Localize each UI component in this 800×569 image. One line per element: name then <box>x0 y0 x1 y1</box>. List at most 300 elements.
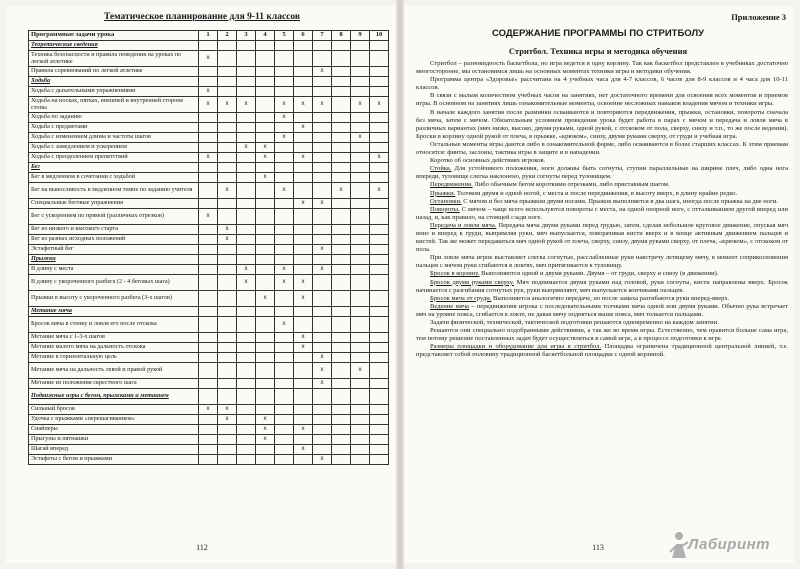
table-cell-mark <box>370 415 389 425</box>
table-cell-mark <box>199 343 218 353</box>
table-cell-mark <box>332 363 351 379</box>
paragraph <box>416 327 788 343</box>
table-cell-mark <box>237 209 256 225</box>
table-cell-mark <box>351 455 370 465</box>
table-section-row <box>29 41 389 51</box>
table-cell-task: Бег из низкого и высокого старта <box>29 225 199 235</box>
table-cell-mark: x <box>275 317 294 333</box>
table-cell-mark <box>370 445 389 455</box>
table-cell-mark <box>332 209 351 225</box>
table-cell-mark: x <box>237 143 256 153</box>
table-cell-mark: x <box>237 275 256 291</box>
table-cell-task: Бег на выносливость в медленном темпе по заданию учителя <box>29 183 199 199</box>
table-cell-mark <box>294 317 313 333</box>
table-cell-mark: x <box>313 455 332 465</box>
table-cell-mark <box>275 199 294 209</box>
table-cell-mark <box>275 41 294 51</box>
table-cell-task: Метание мяча с 1-3-х шагов <box>29 333 199 343</box>
table-cell-mark <box>351 389 370 405</box>
table-cell-mark <box>313 183 332 199</box>
table-cell-mark <box>237 291 256 307</box>
table-section-row <box>29 163 389 173</box>
table-cell-mark <box>351 209 370 225</box>
table-cell-mark <box>256 389 275 405</box>
table-cell-mark <box>237 113 256 123</box>
book-gutter <box>396 0 404 569</box>
page-number-right: 113 <box>592 543 604 552</box>
table-cell-mark: x <box>351 363 370 379</box>
table-cell-mark <box>199 183 218 199</box>
table-cell-mark: x <box>218 235 237 245</box>
table-cell-mark <box>199 445 218 455</box>
table-cell-task: Снайперы <box>29 425 199 435</box>
table-cell-mark <box>313 87 332 97</box>
table-cell-mark <box>370 173 389 183</box>
table-cell-mark <box>294 405 313 415</box>
table-cell-mark <box>313 41 332 51</box>
table-cell-mark <box>237 307 256 317</box>
table-cell-mark <box>370 379 389 389</box>
table-cell-mark <box>370 307 389 317</box>
table-cell-mark <box>351 343 370 353</box>
table-cell-mark <box>294 363 313 379</box>
table-cell-mark <box>332 425 351 435</box>
table-cell-mark <box>294 173 313 183</box>
table-cell-mark <box>199 415 218 425</box>
table-cell-mark <box>218 123 237 133</box>
table-cell-mark <box>199 389 218 405</box>
table-cell-mark <box>237 67 256 77</box>
table-cell-mark <box>237 199 256 209</box>
table-cell-mark <box>332 87 351 97</box>
paragraph <box>416 181 788 189</box>
table-cell-mark <box>313 333 332 343</box>
table-cell-mark <box>275 363 294 379</box>
table-cell-mark <box>370 455 389 465</box>
table-cell-mark <box>275 67 294 77</box>
table-cell-mark <box>332 455 351 465</box>
table-cell-task: Шагай вперед <box>29 445 199 455</box>
table-cell-mark: x <box>294 445 313 455</box>
paragraph-term: Стойка. <box>430 165 452 173</box>
table-cell-mark <box>275 123 294 133</box>
table-cell-mark <box>313 51 332 67</box>
table-row <box>29 415 389 425</box>
table-cell-task: В длину с укороченного разбега (2 - 4 беговых шага) <box>29 275 199 291</box>
table-cell-mark <box>351 87 370 97</box>
paragraph-term: Бросок двумя руками сверху. <box>430 278 514 286</box>
table-cell-mark <box>199 41 218 51</box>
paragraph <box>416 198 788 206</box>
table-cell-mark <box>294 143 313 153</box>
paragraph-text: Либо обычным бегом короткими отрезками, либо приставным шагом. <box>472 181 670 189</box>
table-cell-mark <box>199 265 218 275</box>
paragraph-term: Повороты. <box>430 205 460 213</box>
table-cell-mark <box>351 275 370 291</box>
paragraph-text: Остальные моменты игры даются либо в ознакомительной форме, либо осваиваются в более старших классах. К этим приемам относятся: финты, заслоны, тактика игры в защите и в нападении. <box>416 140 788 157</box>
paragraph <box>416 60 788 76</box>
table-cell-mark <box>218 333 237 343</box>
table-cell-task: Ходьба на носках, пятках, внешней и внутренней стороне стопы <box>29 97 199 113</box>
table-cell-mark <box>332 123 351 133</box>
table-cell-task: Бег в медленном в сочетании с ходьбой <box>29 173 199 183</box>
table-cell-mark <box>218 343 237 353</box>
table-cell-mark <box>313 445 332 455</box>
page-title: Тематическое планирование для 9-11 классов <box>103 12 301 22</box>
body-text <box>416 60 788 530</box>
table-cell-mark <box>237 435 256 445</box>
table-cell-mark <box>275 343 294 353</box>
table-row <box>29 67 389 77</box>
table-section-row <box>29 77 389 87</box>
table-cell-mark <box>370 67 389 77</box>
table-cell-mark <box>199 113 218 123</box>
table-cell-mark <box>275 291 294 307</box>
page-number-left: 112 <box>196 543 208 552</box>
table-cell-mark: x <box>275 275 294 291</box>
paragraph-text: Задачи физической, технической, тактической подготовки решаются одновременно на каждом занятии. <box>430 319 719 326</box>
table-cell-mark: x <box>294 343 313 353</box>
planning-table <box>28 30 389 465</box>
table-cell-mark <box>370 405 389 415</box>
table-cell-mark <box>313 415 332 425</box>
table-cell-mark <box>332 163 351 173</box>
table-cell-mark <box>218 143 237 153</box>
table-cell-mark <box>275 389 294 405</box>
table-row <box>29 405 389 415</box>
table-cell-mark <box>275 153 294 163</box>
table-cell-mark <box>275 353 294 363</box>
table-cell-mark <box>294 235 313 245</box>
watermark-text: Лабиринт <box>688 536 771 553</box>
table-cell-mark <box>256 353 275 363</box>
table-cell-mark: x <box>199 405 218 415</box>
table-cell-mark: x <box>256 291 275 307</box>
table-cell-mark <box>237 225 256 235</box>
paragraph-text: Выполняется аналогично передаче, но после замаха разгибаются руки вперед-вверх. <box>491 294 730 302</box>
paragraph <box>416 206 788 222</box>
table-cell-mark <box>275 225 294 235</box>
table-cell-mark: x <box>256 415 275 425</box>
table-cell-mark <box>294 209 313 225</box>
paragraph <box>416 109 788 141</box>
table-cell-mark <box>332 379 351 389</box>
table-cell-mark <box>218 317 237 333</box>
table-cell-mark <box>351 415 370 425</box>
table-cell-mark <box>275 143 294 153</box>
table-cell-mark <box>218 265 237 275</box>
table-cell-mark <box>332 245 351 255</box>
table-cell-mark <box>237 445 256 455</box>
table-cell-mark: x <box>370 97 389 113</box>
table-cell-mark <box>370 225 389 235</box>
table-cell-mark <box>332 97 351 113</box>
table-cell-task: Теоретические сведения <box>29 41 199 51</box>
table-cell-mark <box>351 143 370 153</box>
table-cell-mark <box>275 173 294 183</box>
table-cell-mark <box>218 455 237 465</box>
table-cell-mark <box>275 425 294 435</box>
table-cell-mark <box>218 87 237 97</box>
table-cell-mark <box>294 353 313 363</box>
table-cell-mark <box>370 133 389 143</box>
table-cell-mark <box>351 183 370 199</box>
table-row <box>29 173 389 183</box>
table-cell-mark <box>199 173 218 183</box>
paragraph-text: В связи с малым количеством учебных часов на занятиях, нет достаточного времени для освоения всех моментов и приемов игры. В основном на занятиях лишь ознакомительные моменты, освоение несложных навыков владения мячом и техники игры. <box>416 92 788 108</box>
paragraph <box>416 343 788 359</box>
section-heading: СОДЕРЖАНИЕ ПРОГРАММЫ ПО СТРИТБОЛУ <box>491 28 705 39</box>
table-cell-mark <box>313 435 332 445</box>
table-cell-task: Ходьба с замедлением и ускорением <box>29 143 199 153</box>
table-cell-mark <box>332 225 351 235</box>
table-cell-mark <box>294 51 313 67</box>
table-cell-mark <box>256 245 275 255</box>
table-cell-mark <box>351 245 370 255</box>
table-row <box>29 291 389 307</box>
table-cell-mark: x <box>313 379 332 389</box>
table-cell-mark <box>256 77 275 87</box>
table-cell-mark <box>256 405 275 415</box>
paragraph-text: Передача мяча двумя руками перед грудью, затем, сделав небольшое круговое движение, опуская мяч вниз и вперед к груди, выпрямляя руки, мяч выпускается, поворачивая кисти вверх и в конце активным движением пальцев и кистей. Так же может передаваться мяч одной рукой от плеча, сверху, снизу, двумя руками сверху, от плеча, «крюком», с отскоком от пола. <box>416 221 788 254</box>
table-cell-mark <box>351 353 370 363</box>
table-cell-mark <box>294 77 313 87</box>
table-row <box>29 455 389 465</box>
table-cell-mark <box>256 209 275 225</box>
table-cell-mark <box>370 353 389 363</box>
table-cell-mark <box>256 51 275 67</box>
table-header-col: 8 <box>332 31 351 41</box>
table-cell-mark <box>237 317 256 333</box>
table-cell-mark <box>237 389 256 405</box>
paragraph-term: Остановки. <box>430 197 462 205</box>
table-row <box>29 123 389 133</box>
table-header-row <box>29 31 389 41</box>
table-row <box>29 343 389 353</box>
table-cell-task: Эстафетный бег <box>29 245 199 255</box>
table-cell-mark <box>332 153 351 163</box>
table-cell-mark <box>275 255 294 265</box>
table-cell-mark <box>218 163 237 173</box>
table-cell-task: Метание мяча на дальность левой и правой рукой <box>29 363 199 379</box>
paragraph-text: Толчком двумя и одной ногой, с места и после передвижения, в высоту вверх, в длину крайне редко. <box>455 189 738 197</box>
table-header-col: 4 <box>256 31 275 41</box>
paragraph-text: При ловле мяча игрок выставляет слегка согнутые, расслабленные руки навстречу летящему мячу, в момент соприкосновения пальцев с мячом руки сгибаются в локтях, мяч притягивается к туловищу. <box>416 254 788 270</box>
table-cell-mark: x <box>218 225 237 235</box>
table-cell-mark: x <box>199 209 218 225</box>
table-cell-mark <box>294 225 313 235</box>
table-cell-mark <box>237 51 256 67</box>
table-cell-mark <box>199 225 218 235</box>
table-cell-mark: x <box>237 97 256 113</box>
table-cell-mark <box>370 235 389 245</box>
table-cell-mark <box>237 173 256 183</box>
table-cell-mark <box>218 363 237 379</box>
table-cell-mark: x <box>199 87 218 97</box>
table-cell-mark <box>199 363 218 379</box>
table-cell-mark: x <box>275 113 294 123</box>
table-cell-task: Подвижные игры с бегом, прыжками и метанием <box>29 389 199 405</box>
table-cell-mark <box>332 255 351 265</box>
table-cell-task: Ходьба с изменением длины и частоты шагов <box>29 133 199 143</box>
table-cell-task: Техника безопасности и правила поведения на уроках по легкой атлетике <box>29 51 199 67</box>
paragraph <box>416 222 788 254</box>
table-cell-mark <box>237 87 256 97</box>
paragraph-text: Решаются они специально подобранными действиями, а так же во время игры. Естественно, чем нравится больше сама игра, тем потому решение поставленных задач будет осуществляться в самой игре, а в процессе подготовки к игре. <box>416 327 788 343</box>
table-header-col: 1 <box>199 31 218 41</box>
table-cell-mark <box>351 265 370 275</box>
table-cell-mark <box>370 113 389 123</box>
table-cell-mark <box>237 415 256 425</box>
table-row <box>29 333 389 343</box>
table-cell-mark <box>332 51 351 67</box>
table-cell-mark: x <box>218 183 237 199</box>
table-cell-task: Эстафеты с бегом и прыжками <box>29 455 199 465</box>
table-cell-mark <box>313 143 332 153</box>
right-page <box>402 6 794 563</box>
table-cell-mark <box>199 133 218 143</box>
table-row <box>29 265 389 275</box>
table-cell-mark <box>256 317 275 333</box>
table-cell-mark: x <box>294 153 313 163</box>
table-row <box>29 379 389 389</box>
table-cell-mark <box>256 343 275 353</box>
paragraph-text: – передвижения игрока с последовательными толчками мяча одной или двумя руками. Обычно рука встречает мяч на уровне пояса, сгибается в локте, не давая мячу подняться выше пояса, мяч толкается пальцами. <box>416 302 788 318</box>
table-cell-mark: x <box>294 333 313 343</box>
table-cell-mark <box>370 123 389 133</box>
table-cell-mark <box>332 275 351 291</box>
table-cell-mark <box>275 307 294 317</box>
table-cell-mark <box>370 51 389 67</box>
table-cell-mark <box>199 425 218 435</box>
table-cell-mark: x <box>294 199 313 209</box>
table-cell-mark <box>294 255 313 265</box>
table-cell-mark <box>199 317 218 333</box>
paragraph <box>416 254 788 270</box>
table-cell-mark <box>218 209 237 225</box>
table-cell-mark <box>332 291 351 307</box>
paragraph-text: Коротко об основных действиях игроков. <box>430 157 546 165</box>
table-cell-mark <box>237 123 256 133</box>
table-row <box>29 435 389 445</box>
table-cell-mark <box>237 343 256 353</box>
table-cell-mark: x <box>237 265 256 275</box>
table-row <box>29 183 389 199</box>
table-cell-mark <box>332 199 351 209</box>
table-cell-mark <box>332 41 351 51</box>
table-cell-mark <box>218 291 237 307</box>
table-header-task: Программные задачи урока <box>29 31 199 41</box>
paragraph <box>416 165 788 181</box>
table-cell-mark <box>294 415 313 425</box>
table-cell-mark <box>256 199 275 209</box>
table-row <box>29 153 389 163</box>
table-cell-mark <box>218 275 237 291</box>
table-cell-mark: x <box>199 97 218 113</box>
paragraph-term: Прыжки. <box>430 189 456 197</box>
table-row <box>29 363 389 379</box>
table-cell-task: Удочка с прыжками «перешагиванием» <box>29 415 199 425</box>
paragraph <box>416 295 788 303</box>
table-cell-mark <box>218 133 237 143</box>
table-cell-mark <box>313 255 332 265</box>
table-cell-mark <box>256 255 275 265</box>
table-cell-mark: x <box>294 123 313 133</box>
table-cell-mark <box>370 389 389 405</box>
table-cell-mark <box>332 77 351 87</box>
table-row <box>29 353 389 363</box>
table-row <box>29 317 389 333</box>
table-header-col: 9 <box>351 31 370 41</box>
table-cell-mark <box>313 133 332 143</box>
table-cell-mark <box>294 389 313 405</box>
table-cell-mark <box>313 425 332 435</box>
table-cell-mark <box>256 97 275 113</box>
table-cell-mark <box>294 435 313 445</box>
table-cell-task: Бег из разных исходных положений <box>29 235 199 245</box>
table-cell-mark <box>256 445 275 455</box>
table-cell-mark <box>218 353 237 363</box>
table-cell-mark <box>351 199 370 209</box>
table-cell-task: Ходьба с предметами <box>29 123 199 133</box>
table-cell-mark <box>351 163 370 173</box>
table-cell-mark: x <box>218 405 237 415</box>
table-cell-mark <box>256 307 275 317</box>
table-cell-mark <box>313 405 332 415</box>
table-cell-mark <box>218 379 237 389</box>
table-header-col: 5 <box>275 31 294 41</box>
table-row <box>29 275 389 291</box>
paragraph-text: Площадка ограничена традиционной центральной линией, т.е. представляет собой половину традиционной баскетбольной площадки с одной корзиной. <box>416 343 788 359</box>
table-cell-mark: x <box>199 153 218 163</box>
table-cell-mark <box>275 87 294 97</box>
table-cell-mark <box>370 343 389 353</box>
table-cell-task: Специальные беговые упражнения <box>29 199 199 209</box>
table-cell-mark <box>199 235 218 245</box>
table-cell-mark <box>294 265 313 275</box>
table-cell-mark <box>332 333 351 343</box>
table-cell-mark: x <box>256 435 275 445</box>
table-cell-mark <box>370 333 389 343</box>
table-cell-mark <box>275 163 294 173</box>
table-cell-mark <box>332 133 351 143</box>
table-cell-mark: x <box>351 133 370 143</box>
table-cell-mark <box>351 67 370 77</box>
table-cell-mark <box>237 133 256 143</box>
table-cell-mark <box>370 363 389 379</box>
labyrinth-figure-icon <box>668 530 690 560</box>
table-cell-mark <box>332 445 351 455</box>
table-cell-mark <box>313 275 332 291</box>
table-cell-mark <box>351 51 370 67</box>
table-cell-mark: x <box>218 97 237 113</box>
table-section-row <box>29 389 389 405</box>
paragraph <box>416 141 788 157</box>
table-cell-mark <box>351 291 370 307</box>
table-cell-task: Ходьба <box>29 77 199 87</box>
table-cell-mark <box>313 317 332 333</box>
paragraph-text: Стритбол – разновидность баскетбола, но игра ведется в одну корзину. Так как баскетбол представлен в учебниках достаточно многосторонне, мы остановимся лишь на основных моментах техники игры и методики обучения. <box>416 60 788 76</box>
table-cell-mark <box>332 307 351 317</box>
table-cell-mark <box>256 123 275 133</box>
table-row <box>29 199 389 209</box>
table-cell-mark <box>351 307 370 317</box>
table-cell-mark <box>237 425 256 435</box>
table-cell-mark <box>237 455 256 465</box>
table-header-col: 7 <box>313 31 332 41</box>
table-cell-mark <box>370 163 389 173</box>
table-header-col: 10 <box>370 31 389 41</box>
